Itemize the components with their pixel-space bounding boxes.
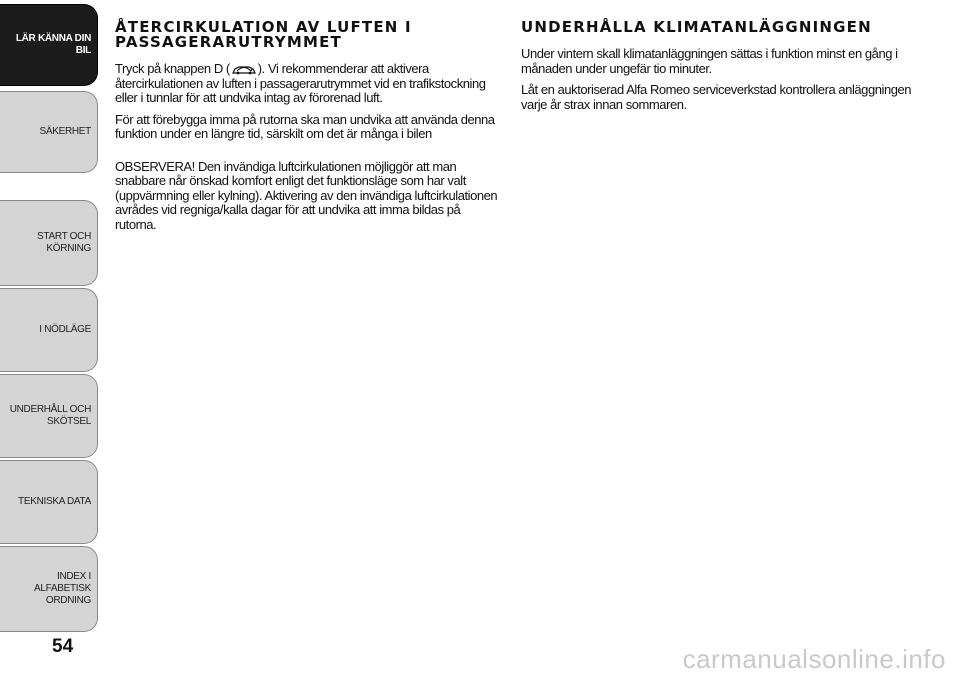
chapter-tabs: [0, 0, 100, 640]
recirculation-section: [115, 20, 500, 239]
tab-tekniska-data[interactable]: [0, 460, 98, 544]
tab-label: INDEX I ALFABETISK ORDNING: [33, 571, 91, 606]
winter-paragraph: Under vintern skall klimatanläggningen sättas i funktion minst en gång i månaden under ungefär tio minuter.: [521, 46, 898, 76]
recirculation-car-icon: [231, 63, 257, 75]
tab-label: LÄR KÄNNA DIN BIL: [15, 33, 91, 56]
tab-label: SÄKERHET: [39, 126, 91, 137]
watermark: carmanualsonline.info: [682, 644, 946, 674]
tab-label: START OCH KÖRNING: [37, 231, 91, 254]
note-paragraph: OBSERVERA! Den invändiga luftcirkulationen möjliggör att man snabbare når önskad komfort enligt det funktionsläge som har valt (uppvärmning eller kylning). Aktivering av den invändiga luftcirkulationen avrådes vid regniga/kalla dagar för att undvika att imma bildas på rutorna.: [115, 158, 498, 232]
tab-sakerhet[interactable]: [0, 91, 98, 173]
service-paragraph: Låt en auktoriserad Alfa Romeo serviceverkstad kontrollera anläggningen varje år strax innan sommaren.: [521, 82, 912, 112]
tab-underhall-och-skotsel[interactable]: [0, 374, 98, 458]
tab-i-nodlage[interactable]: [0, 288, 98, 372]
maintenance-section: [521, 20, 916, 119]
paragraph-text-end: ). Vi rekommenderar att aktivera återcirkulationen av luften i passagerarutrymmet vid en trafikstockning eller i tunnlar för att undvika intag av förorenad luft.: [115, 61, 486, 105]
section-heading: UNDERHÅLLA KLIMATANLÄGGNINGEN: [521, 18, 872, 36]
tab-label: I NÖDLÄGE: [39, 324, 91, 335]
tab-label: UNDERHÅLL OCH SKÖTSEL: [9, 404, 91, 427]
section-heading: ÅTERCIRKULATION AV LUFTEN I PASSAGERARUTRYMMET: [115, 18, 412, 51]
recirculation-paragraph: [115, 62, 500, 106]
page-number: 54: [52, 636, 74, 657]
tab-label: TEKNISKA DATA: [18, 496, 91, 507]
tab-lar-kanna-din-bil[interactable]: [0, 4, 98, 86]
fog-warning-paragraph: För att förebygga imma på rutorna ska man undvika att använda denna funktion under en längre tid, särskilt om det är många i bilen: [115, 111, 495, 141]
tab-index-i-alfabetisk-ordning[interactable]: [0, 546, 98, 632]
tab-start-och-korning[interactable]: [0, 200, 98, 286]
paragraph-text-start: Tryck på knappen D (: [115, 61, 230, 76]
